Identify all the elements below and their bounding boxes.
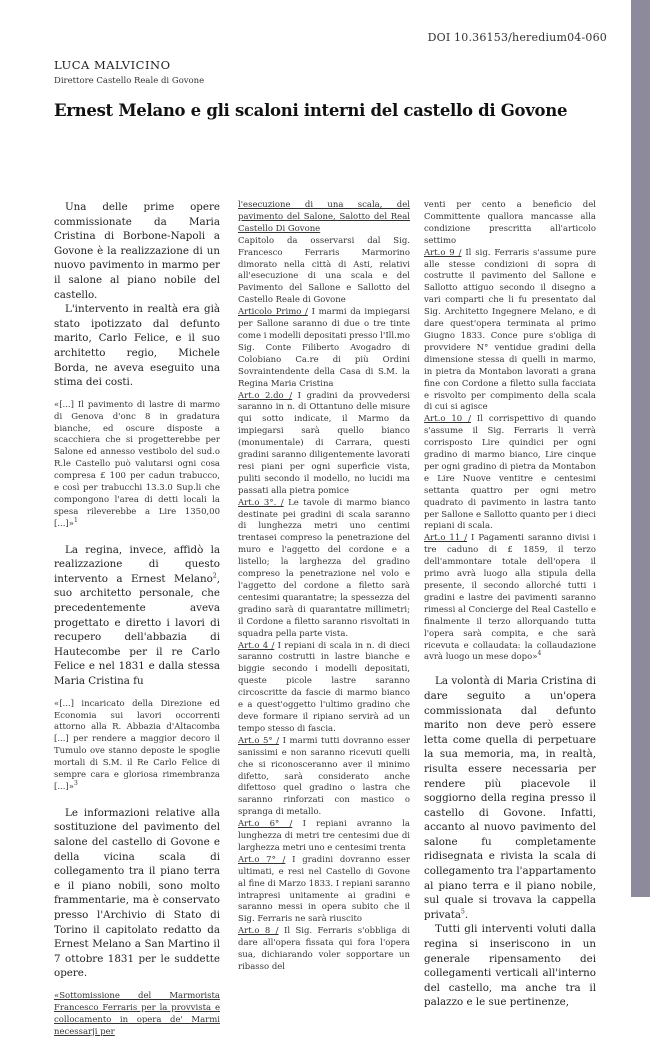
document-heading: «Sottomissione del Marmorista Francesco Ferraris per la provvista e collocamento in opera de' Marmi necessarji per — [54, 991, 220, 1037]
article-text: I marmi tutti dovranno esser sanissimi e non saranno ricevuti quelli che si riconosceranno aver il minimo difetto, sarà considerato anche difettoso quel gradino o lastra che saranno rinforzati con mastico o spranga di metallo. — [238, 735, 410, 818]
document-article — [424, 248, 596, 415]
document-article — [238, 391, 410, 498]
document-article — [424, 414, 596, 533]
paragraph-text: La volontà di Maria Cristina di dare seguito a un'opera commissionata dal defunto marito non deve però essere letta come quella di perpetuare la sua memoria, ma, in realtà, risulta essere necessaria per rendere più piacevole il soggiorno della regina presso il castello di Govone. Infatti, accanto al nuovo pavimento del salone fu completamente ridisegnata e rivista la scala di collegamento tra l'appartamento al piano terra e il piano nobile, sul quale si trovava la cappella privata — [424, 675, 596, 921]
article-label: Art.o 5° / — [238, 735, 280, 746]
article-text: I gradini dovranno esser ultimati, e resi nel Castello di Govone al fine di Marzo 1833. I repiani saranno intrapresi unitamente ai gradini e saranno messi in opera subito che il Sig. Ferraris ne sarà riuscito — [238, 854, 410, 925]
footnote-ref: 4 — [537, 650, 542, 658]
article-label: Art.o 2.do / — [238, 390, 293, 401]
article-label: Art.o 7° / — [238, 854, 286, 865]
side-color-strip — [631, 0, 650, 897]
paragraph — [424, 674, 596, 922]
article-text: I repiani di scala in n. di dieci saranno costrutti in lastre bianche e biggie secondo i modelli depositati, queste picole lastre saranno circoscritte da fascie di marmo bianco e a quest'oggetto l'ultimo gradino che deve formare il ripiano servirà ad un tempo stesso di fascia. — [238, 640, 410, 734]
footnote-ref: 1 — [73, 516, 78, 524]
article-label: Articolo Primo / — [238, 307, 308, 318]
article-label: Art.o 8 / — [238, 926, 279, 937]
paragraph: Tutti gli interventi voluti dalla regina si inseriscono in un generale ripensamento dei collegamenti verticali all'interno del castello, ma anche tra il palazzo e le sue pertinenze, — [424, 923, 596, 1009]
article-text: Il corrispettivo di quando s'assume il Sig. Ferraris li verrà corrisposto Lire quindici per ogni gradino di marmo bianco, Lire cinque per ogni gradino di pietra da Montabon e Lire Nuove ventitre e centesimi settanta quattro per ogni metro quadrato di pavimento in lastra tanto per Sallone e Sallotto quanto per i dieci repiani di scala. — [424, 414, 596, 532]
paragraph — [54, 543, 220, 689]
article-text: I marmi da impiegarsi per Sallone saranno di due o tre tinte come i modelli depositati presso l'Ill.mo Sig. Conte Filiberto Avogadro di Colobiano Ca.re di più Ordini Sovraintendente della Casa di S.M. la Regina Maria Cristina — [238, 307, 411, 389]
document-article — [424, 533, 596, 664]
document-heading: l'esecuzione di una scala, del pavimento del Salone, Salotto del Real Castello Di Govone — [238, 200, 410, 234]
article-label: Art.o 4 / — [238, 640, 275, 651]
article-text: Il Sig. Ferraris s'obbliga di dare all'opera fissata qui fora l'opera sua, dichiarando voler sopportare un ribasso del — [238, 926, 410, 972]
paragraph-text: La regina, invece, affidò la realizzazione di questo intervento a Ernest Melano — [54, 543, 220, 585]
article-label: Art.o 10 / — [424, 414, 471, 425]
quotation — [54, 400, 220, 531]
article-label: Art.o 11 / — [424, 533, 468, 544]
text-column-1 — [54, 200, 220, 1039]
text-column-3 — [424, 200, 596, 1010]
document-article — [238, 307, 410, 390]
article-text: I repiani avranno la lunghezza di metri tre centesimi due di larghezza metri uno e centesimi trenta — [238, 819, 410, 853]
quotation-text: «[...] incaricato della Direzione ed Economia sui lavori occorrenti attorno alla R. Abbazia d'Altacomba [...] per rendere a maggior decoro il Tumulo ove stanno deposte le spoglie mortali di S.M. il Re Carlo Felice di sempre cara e gloriosa rimembranza [...]» — [54, 698, 220, 792]
quotation-text: «[...] Il pavimento di lastre di marmo di Genova d'onc 8 in gradatura bianche, ed oscure disposte a scacchiera che si progetterebbe per Salone ed annesso vestibolo del sud.o R.le Castello può valutarsi ogni cosa compresa £ 100 per cadun trabucco, e così per trabucchi 13.3.0 Sup.li che compongono l'area di detti locali la spesa rileverebbe a Lire 1350,00 [...]» — [54, 399, 220, 529]
article-label: Art.o 6° / — [238, 819, 293, 830]
document-article — [238, 819, 410, 855]
document-article — [238, 736, 410, 819]
article-text: I Pagamenti saranno divisi i tre caduno di £ 1859, il terzo dell'ammontare totale dell'opera il primo avrà luogo alla stipula della presente, il secondo allorché tutti i gradini e lastre dei pavimenti saranno rimessi al Concierge del Real Castello e finalmente il terzo allorquando tutta l'opera sarà compita, e che sarà ricevuta e collaudata: la collaudazione avrà luogo un mese dopo» — [424, 533, 596, 663]
paragraph: Una delle prime opere commissionate da Maria Cristina di Borbone-Napoli a Govone è la realizzazione di un nuovo pavimento in marmo per il salone al piano nobile del castello. — [54, 201, 220, 301]
document-text: Capitolo da osservarsi dal Sig. Francesco Ferraris Marmorino dimorato nella città di Asti, relativi all'esecuzione di una scala e del Pavimento del Sallone e Sallotto del Castello Reale di Govone — [238, 235, 410, 306]
article-text: I gradini da provvedersi saranno in n. di Ottantuno delle misure qui sotto indicate, il Marmo da impiegarsi sarà quello bianco (monumentale) di Carrara, questi gradini saranno diligentemente lavorati resi piani per ogni superficie vista, puliti secondo il modello, no lucidi ma passati alla pietra pomice — [238, 390, 410, 496]
text-column-2 — [238, 200, 410, 974]
document-article — [238, 641, 410, 736]
article-title: Ernest Melano e gli scaloni interni del castello di Govone — [54, 101, 568, 120]
article-label: Art.o 3°. / — [238, 497, 284, 508]
author-affiliation: Direttore Castello Reale di Govone — [54, 76, 205, 86]
paragraph-text: , suo architetto personale, che precedentemente aveva progettato e diretto i lavori di recupero dell'abbazia di Hautecombe per il re Carlo Felice e nel 1831 e dalla stessa Maria Cristina fu — [54, 572, 220, 688]
document-article — [238, 498, 410, 641]
paragraph: Le informazioni relative alla sostituzione del pavimento del salone del castello di Govone e della vicina scala di collegamento tra il piano terra e il piano nobili, sono molto frammentarie, ma è conservato presso l'Archivio di Stato di Torino il capitolato redatto da Ernest Melano a San Martino il 7 ottobre 1831 per le suddette opere. — [54, 806, 220, 980]
footnote-ref: 5 — [461, 908, 465, 916]
quotation — [54, 699, 220, 794]
article-label: Art.o 9 / — [424, 247, 462, 258]
paragraph-text: . — [464, 908, 469, 921]
document-article — [238, 926, 410, 974]
footnote-ref: 3 — [73, 780, 78, 788]
document-text: venti per cento a beneficio del Committente quallora mancasse alla condizione prescritta all'articolo settimo — [424, 200, 596, 246]
article-text: Il sig. Ferraris s'assume pure alle stesse condizioni di sopra di costrutte il pavimento del Sallone e Sallotto attiguo secondo il disegno a vari comparti che li fu presentato dal Sig. Architetto Ingegnere Melano, e di dare quest'opera terminata al primo Giugno 1833. Conce pure s'obliga di provvidere N° ventidue gradini della dimensione stessa di quelli in marmo, in pietra da Montabon lavorati a grana fine con Cordone a filetto sulla facciata e risvolto per compimento della scala di cui si agisce — [424, 247, 596, 413]
article-text: Le tavole di marmo bianco destinate pei gradini di scala saranno di lunghezza metri uno centimi trentasei compreso la penetrazione del muro e l'aggetto del cordone e a listello; la larghezza del gradino compreso la penetrazione nel volo e l'aggetto del cordone a filetto sarà centesimi quarantatre; la spessezza del gradino sarà di quarantatre millimetri; il Cordone a filetto saranno risvoltati in squadra pella parte vista. — [238, 497, 410, 639]
author-name: LUCA MALVICINO — [54, 58, 171, 72]
paragraph: L'intervento in realtà era già stato ipotizzato dal defunto marito, Carlo Felice, e il suo architetto regio, Michele Borda, ne aveva eseguito una stima dei costi. — [54, 303, 220, 389]
footnote-ref: 2 — [212, 572, 217, 580]
doi-label: DOI 10.36153/heredium04-060 — [427, 31, 607, 44]
document-article — [238, 855, 410, 926]
